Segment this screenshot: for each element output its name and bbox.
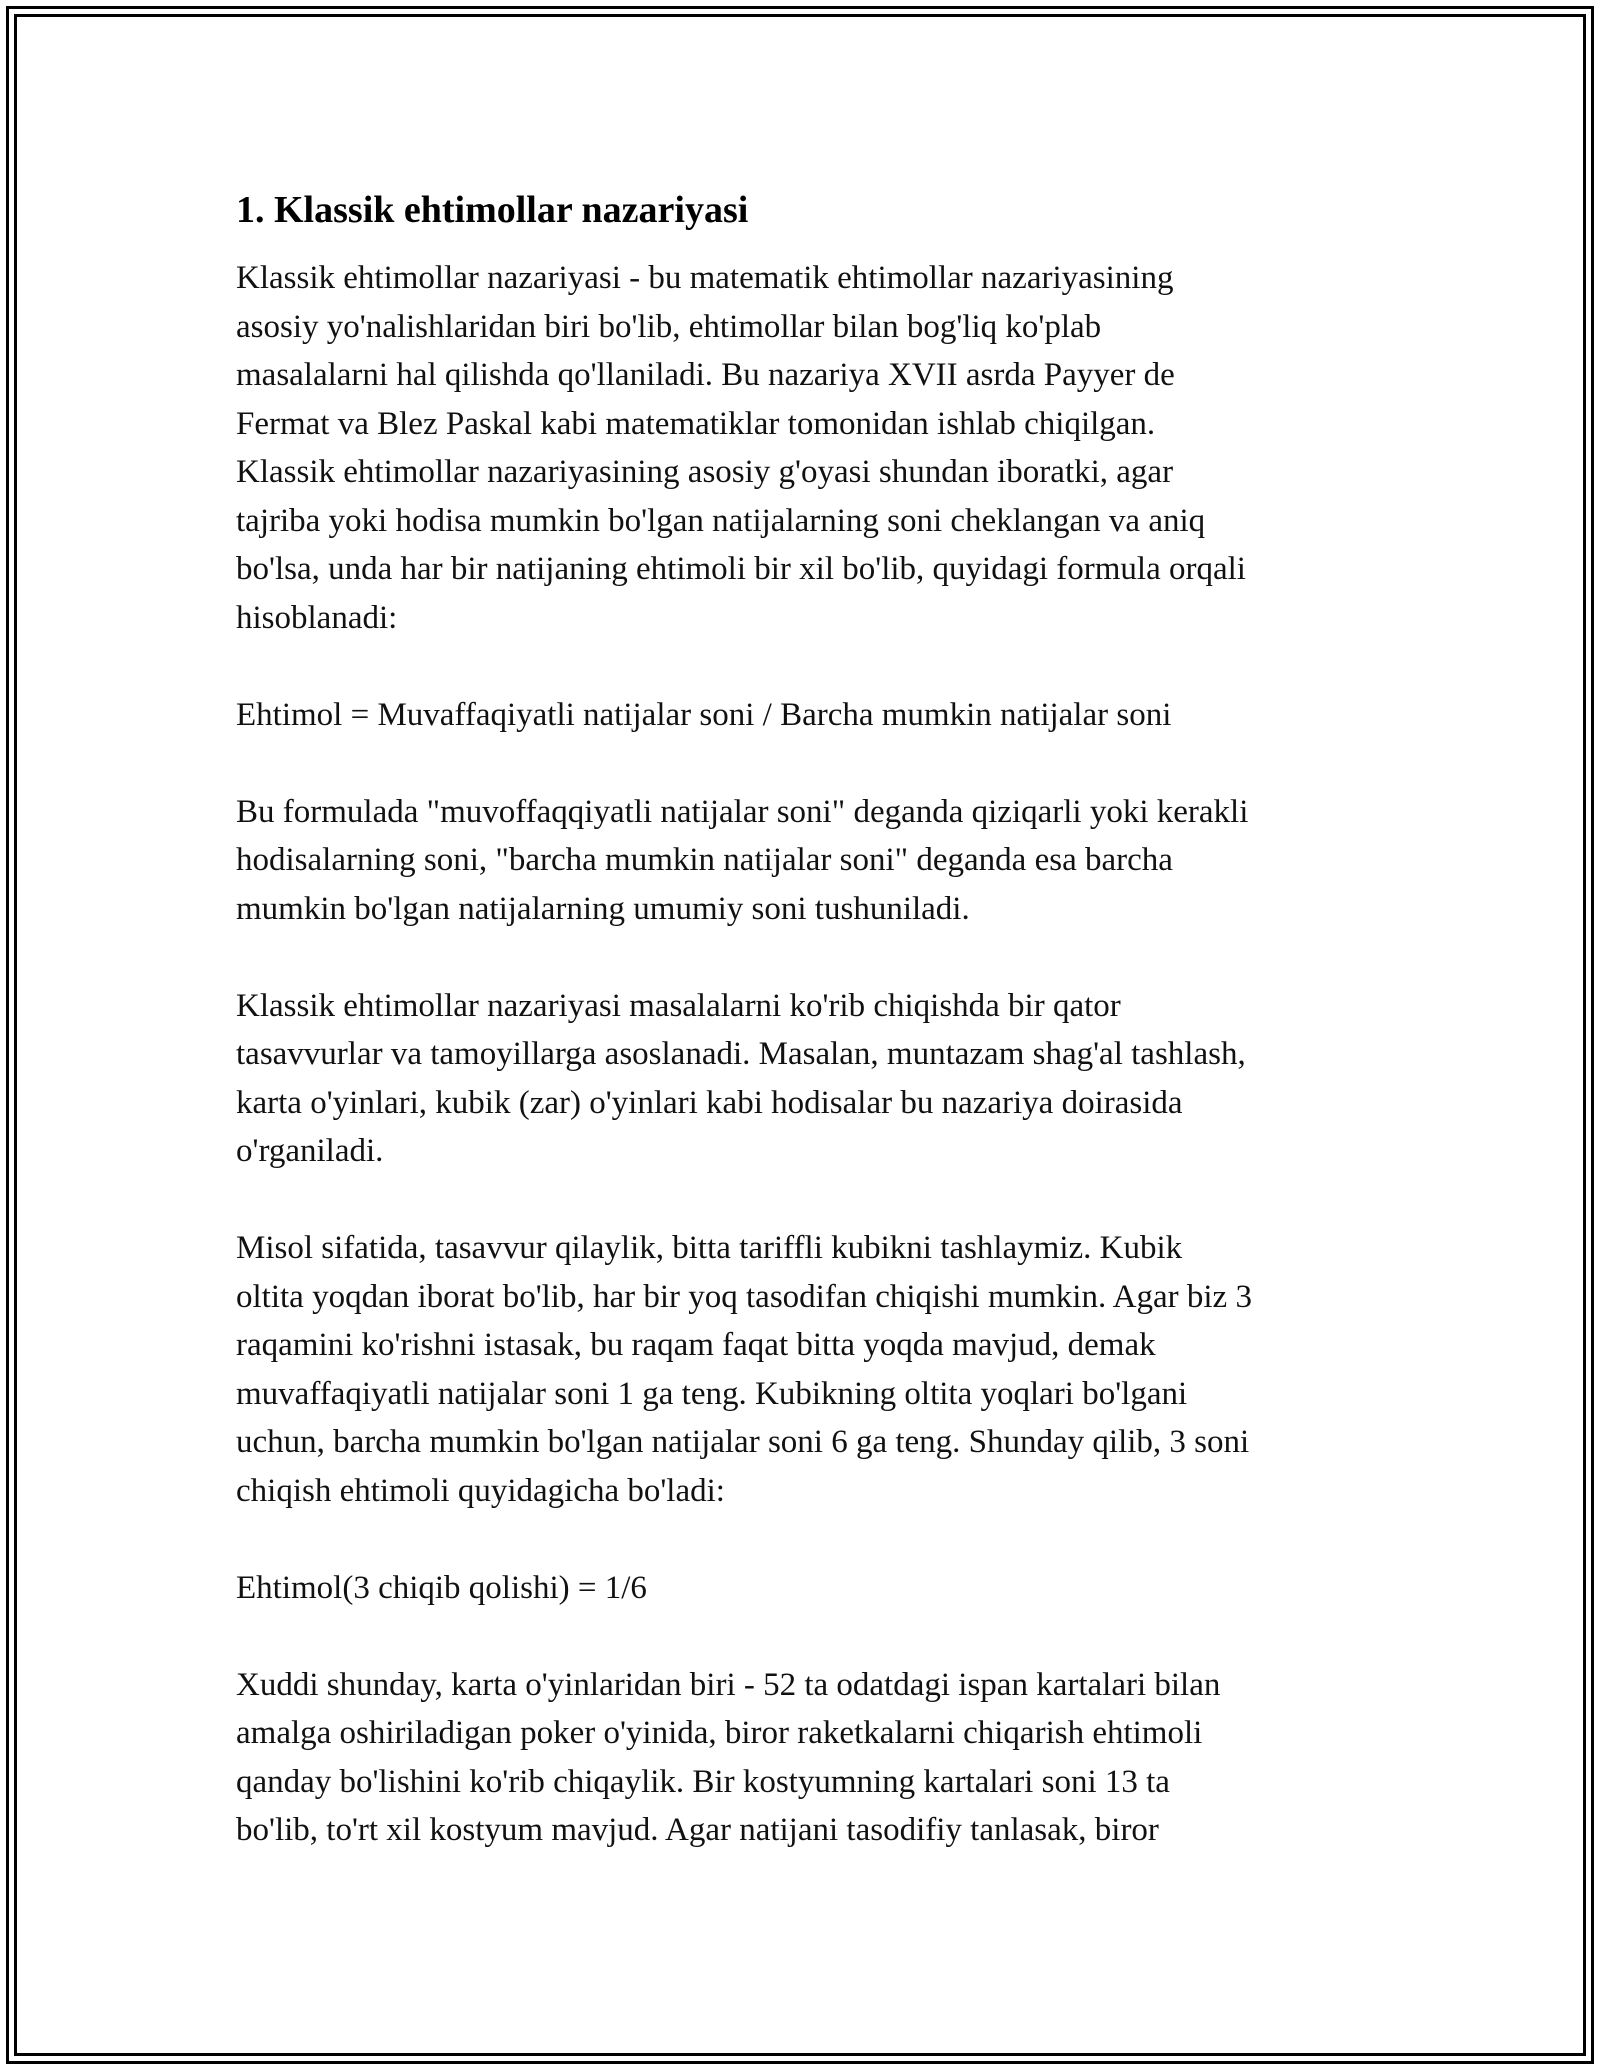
document-body [236,186,1376,1855]
paragraph-gap [236,933,1376,982]
paragraph-formula-explanation: Bu formulada "muvoffaqqiyatli natijalar soni" deganda qiziqarli yoki kerakli hodisalarning soni, "barcha mumkin natijalar soni" deganda esa barcha mumkin bo'lgan natijalarning umumiy soni tushuniladi. [236,793,1249,927]
paragraph-gap [236,1612,1376,1661]
paragraph-intro: Klassik ehtimollar nazariyasi - bu matematik ehtimollar nazariyasining asosiy yo'nalishlaridan biri bo'lib, ehtimollar bilan bog'liq ko'plab masalalarni hal qilishda qo'llaniladi. Bu nazariya XVII asrda Payyer de Fermat va Blez Paskal kabi matematiklar tomonidan ishlab chiqilgan. Klassik ehtimollar nazariyasining asosiy g'oyasi shundan iboratki, agar tajriba yoki hodisa mumkin bo'lgan natijalarning soni cheklangan va aniq bo'lsa, unda har bir natijaning ehtimoli bir xil bo'lib, quyidagi formula orqali hisoblanadi: [236,260,1246,636]
section-heading: 1. Klassik ehtimollar nazariyasi [236,189,749,231]
paragraph-dice-example: Misol sifatida, tasavvur qilaylik, bitta tariffli kubikni tashlaymiz. Kubik oltita yoqdan iborat bo'lib, har bir yoq tasodifan chiqishi mumkin. Agar biz 3 raqamini ko'rishni istasak, bu raqam faqat bitta yoqda mavjud, demak muvaffaqiyatli natijalar soni 1 ga teng. Kubikning oltita yoqlari bo'lgani uchun, barcha mumkin bo'lgan natijalar soni 6 ga teng. Shunday qilib, 3 soni chiqish ehtimoli quyidagicha bo'ladi: [236,1230,1252,1509]
paragraph-gap [236,1176,1376,1225]
paragraph-gap [236,1515,1376,1564]
paragraph-card-example: Xuddi shunday, karta o'yinlaridan biri - 52 ta odatdagi ispan kartalari bilan amalga oshiriladigan poker o'yinida, biror raketkalarni chiqarish ehtimoli qanday bo'lishini ko'rib chiqaylik. Bir kostyumning kartalari soni 13 ta bo'lib, to'rt xil kostyum mavjud. Agar natijani tasodifiy tanlasak, biror [236,1666,1221,1848]
formula-dice: Ehtimol(3 chiqib qolishi) = 1/6 [236,1569,647,1606]
paragraph-gap [236,642,1376,691]
formula-general: Ehtimol = Muvaffaqiyatli natijalar soni / Barcha mumkin natijalar soni [236,696,1172,733]
paragraph-gap [236,739,1376,788]
paragraph-principles: Klassik ehtimollar nazariyasi masalalarni ko'rib chiqishda bir qator tasavvurlar va tamoyillarga asoslanadi. Masalan, muntazam shag'al tashlash, karta o'yinlari, kubik (zar) o'yinlari kabi hodisalar bu nazariya doirasida o'rganiladi. [236,987,1246,1169]
